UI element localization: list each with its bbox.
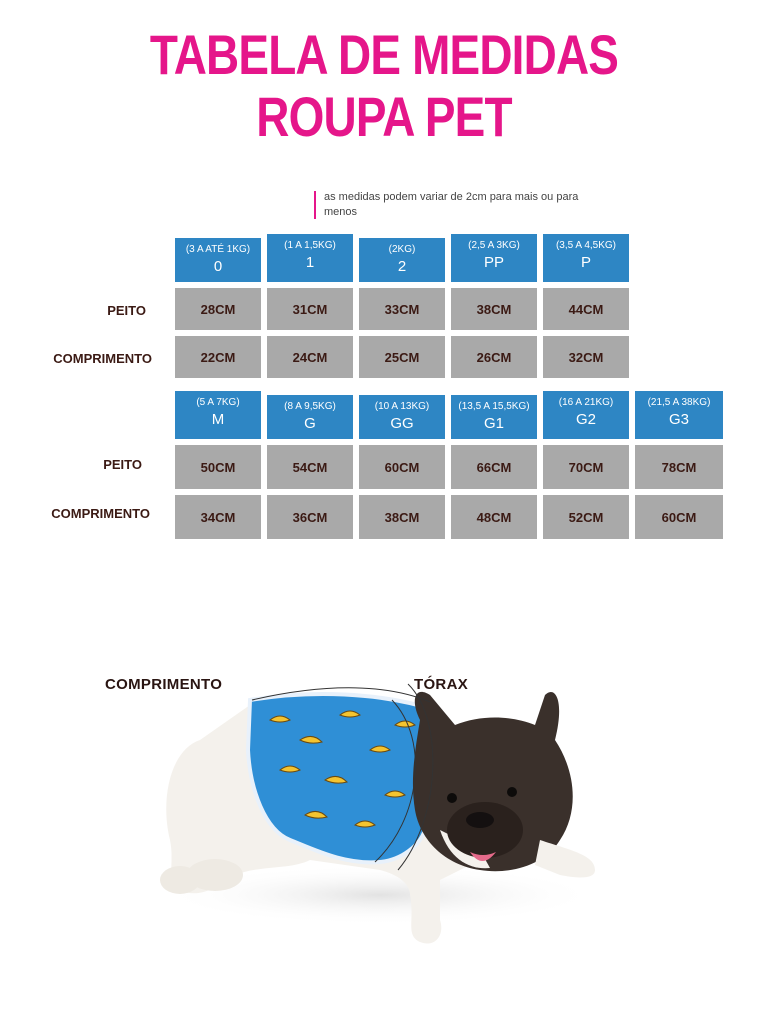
weight-range: (21,5 A 38KG) xyxy=(647,397,711,408)
length-cell: 26CM xyxy=(450,335,538,379)
size-header-p xyxy=(542,233,630,283)
weight-range: (13,5 A 15,5KG) xyxy=(458,401,530,412)
page-title-line2: ROUPA PET xyxy=(256,85,512,148)
length-cell: 32CM xyxy=(542,335,630,379)
weight-range: (10 A 13KG) xyxy=(374,401,430,412)
note-accent-bar xyxy=(314,191,316,219)
weight-range: (8 A 9,5KG) xyxy=(284,401,336,412)
weight-range: (1 A 1,5KG) xyxy=(284,240,336,251)
size-code: P xyxy=(580,254,591,271)
size-code: 1 xyxy=(305,254,315,271)
chest-cell: 78CM xyxy=(634,444,724,490)
size-code: 2 xyxy=(397,258,407,275)
length-cell: 48CM xyxy=(450,494,538,540)
chest-cell: 28CM xyxy=(174,287,262,331)
size-code: 0 xyxy=(213,258,223,275)
row-label-length: COMPRIMENTO xyxy=(53,351,152,366)
row-label-chest: PEITO xyxy=(103,457,142,472)
size-code: PP xyxy=(483,254,504,271)
dog-illustration xyxy=(140,680,610,960)
size-header-1 xyxy=(266,233,354,283)
size-code: G xyxy=(304,415,316,432)
chest-cell: 44CM xyxy=(542,287,630,331)
length-label: COMPRIMENTO xyxy=(105,676,223,693)
weight-range: (3,5 A 4,5KG) xyxy=(555,240,617,251)
size-code: G2 xyxy=(575,411,596,428)
weight-range: (5 A 7KG) xyxy=(196,397,240,408)
length-cell: 52CM xyxy=(542,494,630,540)
size-header-g2 xyxy=(542,390,630,440)
size-header-g1 xyxy=(450,394,538,440)
size-header-m xyxy=(174,390,262,440)
length-cell: 25CM xyxy=(358,335,446,379)
size-header-gg xyxy=(358,394,446,440)
chest-cell: 54CM xyxy=(266,444,354,490)
chest-label: TÓRAX xyxy=(414,676,468,693)
page-title-line1: TABELA DE MEDIDAS xyxy=(149,23,619,86)
size-code: G1 xyxy=(483,415,504,432)
length-cell: 38CM xyxy=(358,494,446,540)
weight-range: (3 A ATÉ 1KG) xyxy=(185,244,251,255)
row-label-length: COMPRIMENTO xyxy=(51,506,150,521)
weight-range: (2,5 A 3KG) xyxy=(468,240,520,251)
size-header-g3 xyxy=(634,390,724,440)
length-cell: 22CM xyxy=(174,335,262,379)
size-code: GG xyxy=(390,415,414,432)
chest-cell: 50CM xyxy=(174,444,262,490)
chest-cell: 31CM xyxy=(266,287,354,331)
row-label-chest: PEITO xyxy=(107,303,146,318)
size-code: M xyxy=(211,411,225,428)
chest-cell: 38CM xyxy=(450,287,538,331)
size-header-pp xyxy=(450,233,538,283)
chest-cell: 33CM xyxy=(358,287,446,331)
length-cell: 60CM xyxy=(634,494,724,540)
size-code: G3 xyxy=(668,411,689,428)
length-cell: 34CM xyxy=(174,494,262,540)
length-cell: 36CM xyxy=(266,494,354,540)
chest-cell: 60CM xyxy=(358,444,446,490)
size-header-0 xyxy=(174,237,262,283)
length-cell: 24CM xyxy=(266,335,354,379)
weight-range: (16 A 21KG) xyxy=(558,397,614,408)
chest-cell: 70CM xyxy=(542,444,630,490)
measurement-note: as medidas podem variar de 2cm para mais ou para menos xyxy=(324,191,579,218)
chest-cell: 66CM xyxy=(450,444,538,490)
size-header-2 xyxy=(358,237,446,283)
weight-range: (2KG) xyxy=(388,244,416,255)
size-header-g xyxy=(266,394,354,440)
